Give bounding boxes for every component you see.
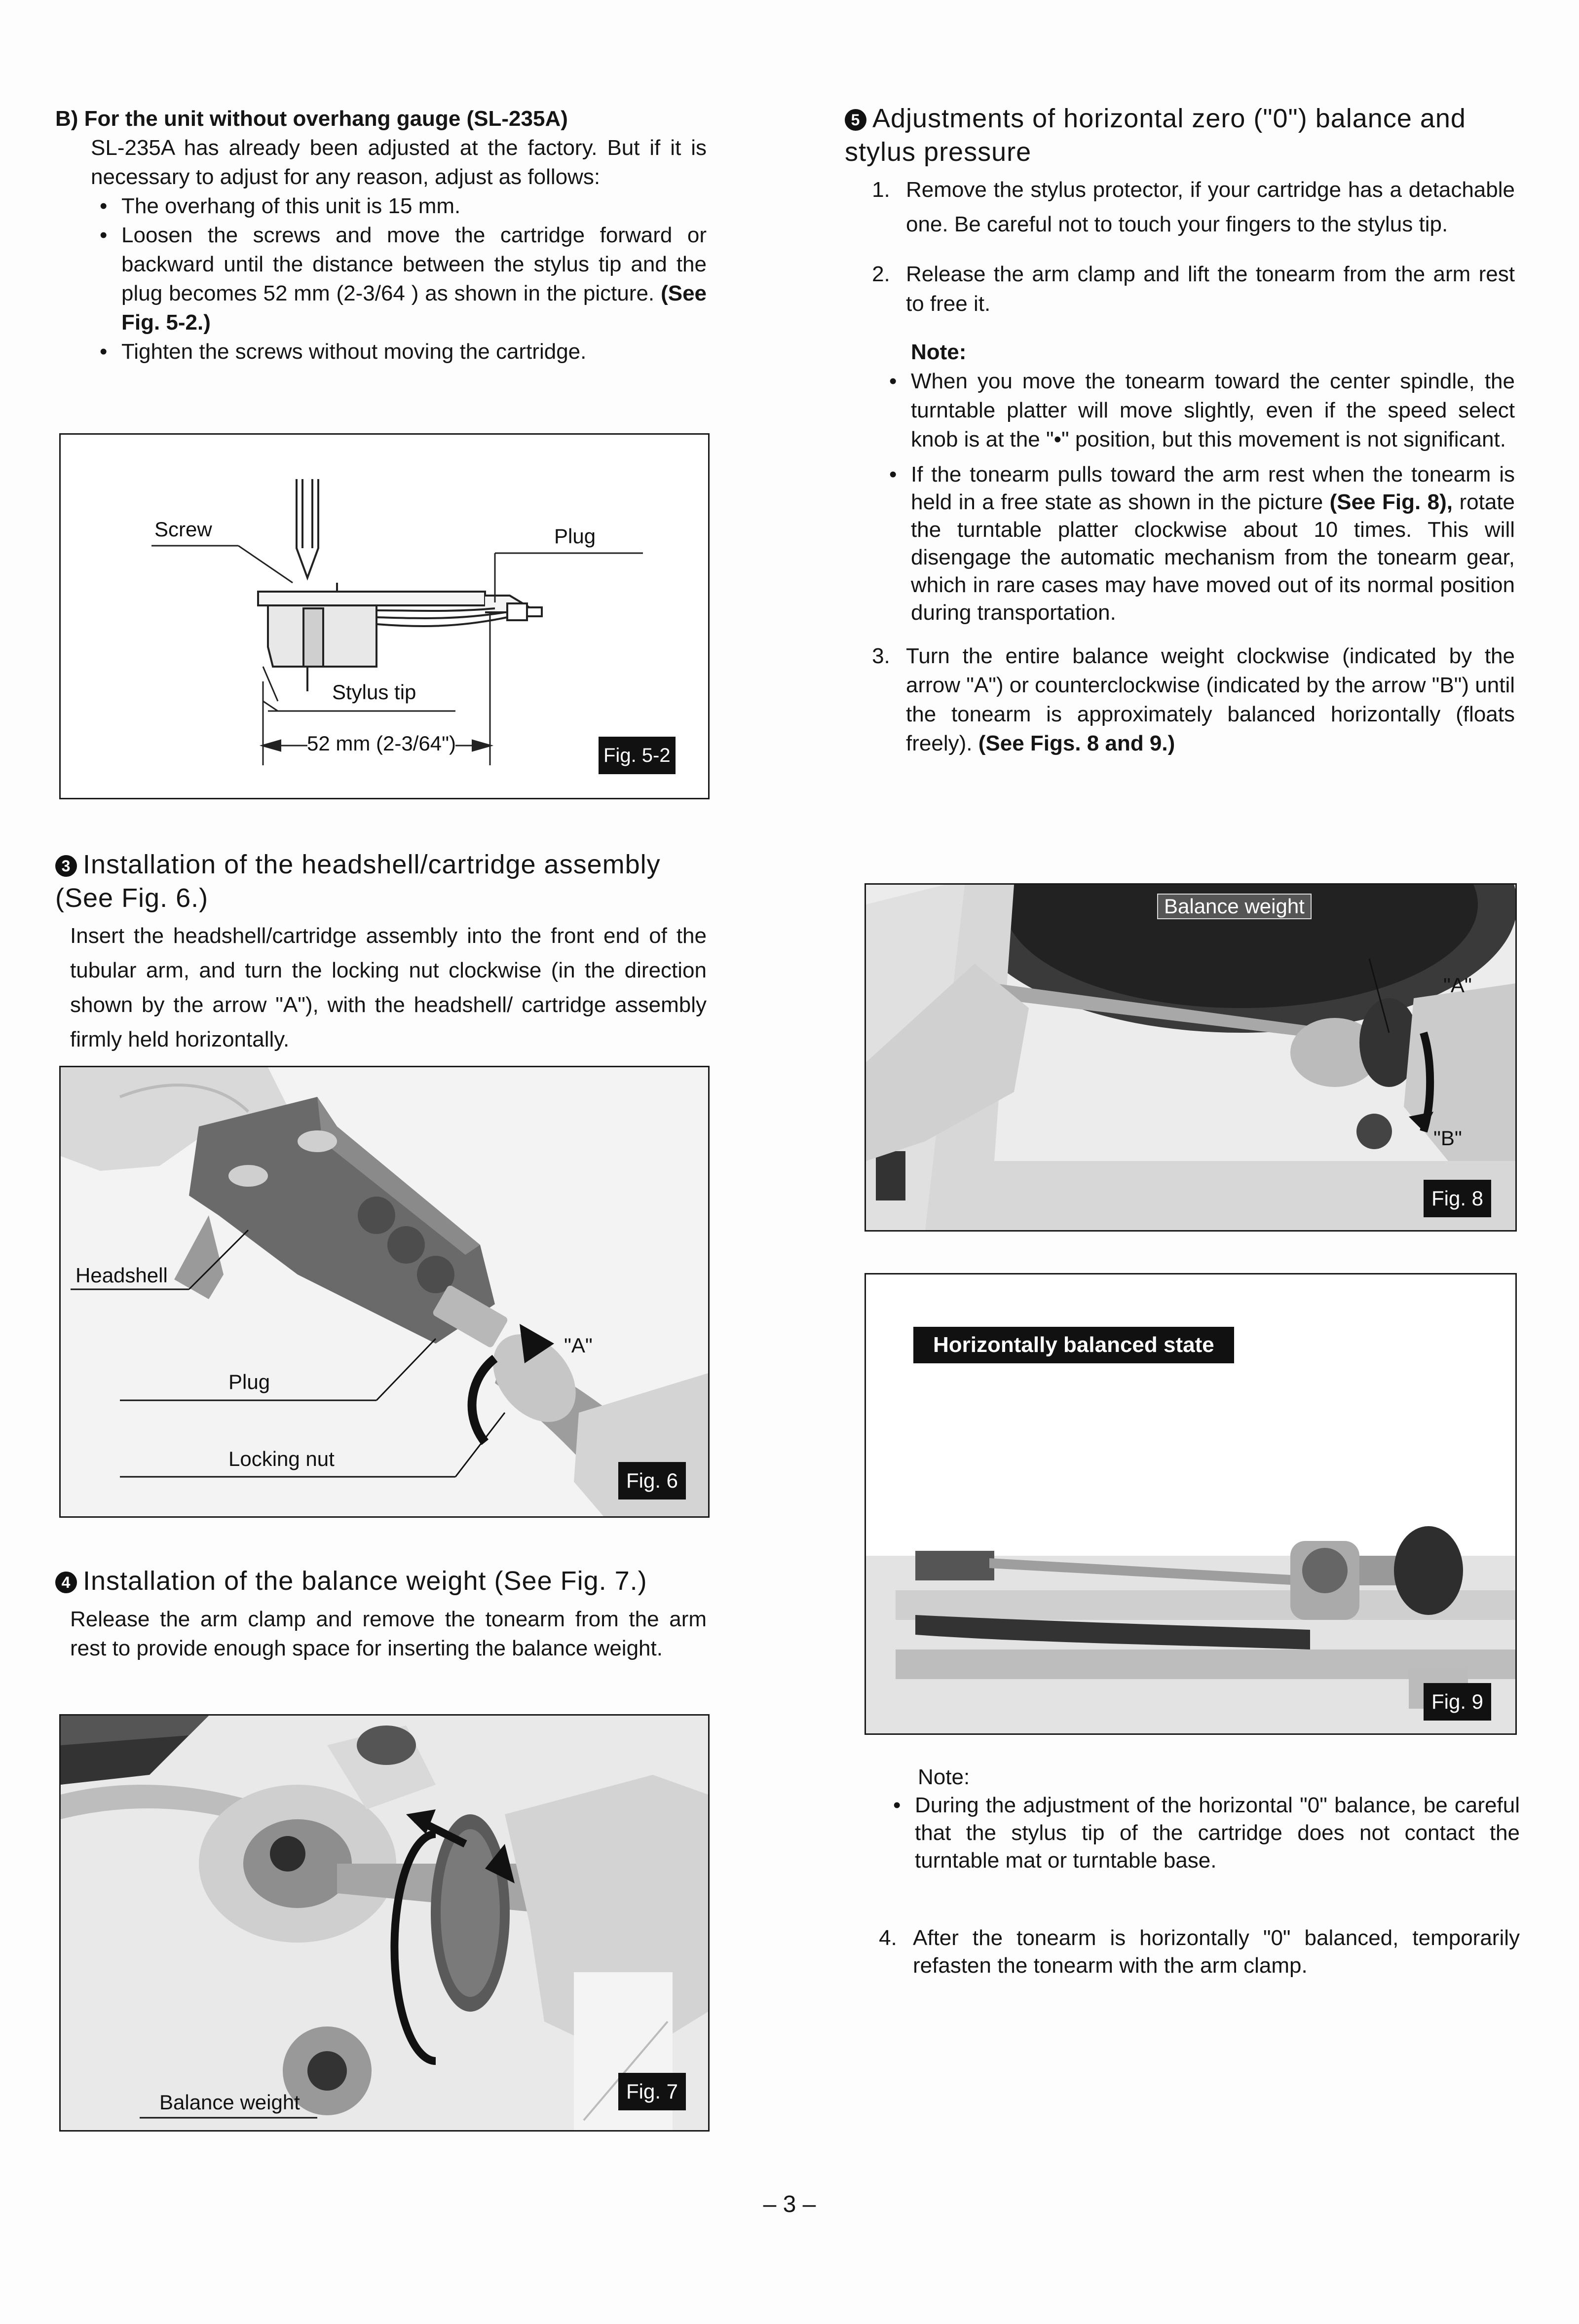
section-number-badge: 5: [845, 109, 866, 131]
step-4-block: [859, 1924, 1520, 1980]
step-1: 1. Remove the stylus protector, if your cartridge has a detachable one. Be careful not to touch your fingers to the stylus tip.: [896, 173, 1515, 242]
steps-1-2: [845, 173, 1515, 319]
section-b-bullets: [55, 191, 707, 366]
figure-label: Fig. 8: [1424, 1180, 1491, 1217]
list-item: • When you move the tonearm toward the center spindle, the turntable platter will move slightly, even if the speed select knob is at the "•" position, but this movement is not significant.: [874, 367, 1515, 454]
callout-plug: Plug: [554, 525, 596, 548]
figure-7: [59, 1714, 710, 2132]
section-3: [55, 848, 707, 1057]
step-3: 3. Turn the entire balance weight clockwise (indicated by the arrow "A") or counterclockwise (indicated by the arrow "B") until the tonearm is approximately balanced horizontally (floats freely). (See Figs. 8 and 9.): [896, 641, 1515, 758]
figure-5-2: [59, 433, 710, 799]
list-item: • Tighten the screws without moving the cartridge.: [85, 337, 707, 366]
callout-balance-weight: Balance weight: [1157, 894, 1312, 919]
section-3-title: Installation of the headshell/cartridge assembly (See Fig. 6.): [55, 850, 661, 913]
section-5-heading: [845, 102, 1515, 169]
list-item: • During the adjustment of the horizontal "0" balance, be careful that the stylus tip of the cartridge does not contact the turntable mat or turntable base.: [878, 1792, 1520, 1874]
arrow-a-label: "A": [564, 1334, 593, 1357]
callout-screw: Screw: [154, 518, 212, 541]
step-2: 2. Release the arm clamp and lift the tonearm from the arm rest to free it.: [896, 260, 1515, 319]
dimension-label: 52 mm (2-3/64"): [307, 732, 456, 755]
callout-plug: Plug: [228, 1370, 270, 1393]
note-2-title: Note:: [918, 1765, 970, 1789]
headshell-photo: [61, 1067, 708, 1516]
balance-weight-photo: [61, 1716, 708, 2130]
figure-6: [59, 1066, 710, 1518]
section-number-badge: 4: [55, 1572, 77, 1593]
section-4-title: Installation of the balance weight (See Fig. 7.): [83, 1566, 647, 1596]
section-b-intro: SL-235A has already been adjusted at the factory. But if it is necessary to adjust for any reason, adjust as follows:: [91, 136, 707, 189]
step-3-list: [845, 641, 1515, 758]
callout-stylus-tip: Stylus tip: [332, 680, 416, 704]
figure-reference: (See Fig. 5-2.): [121, 281, 707, 335]
turntable-photo-fig8: [866, 885, 1515, 1230]
page-number: – 3 –: [763, 2191, 816, 2217]
section-3-heading: [55, 848, 707, 915]
note-2: [859, 1762, 1520, 1874]
figure-reference: (See Figs. 8 and 9.): [978, 731, 1175, 755]
section-4: [55, 1564, 707, 1663]
section-b-title: B) For the unit without overhang gauge (SL-235A): [55, 107, 568, 131]
figure-9: [865, 1273, 1517, 1735]
list-item: • The overhang of this unit is 15 mm.: [85, 191, 707, 221]
step-4: 4. After the tonearm is horizontally "0" balanced, temporarily refasten the tonearm with the arm clamp.: [903, 1924, 1520, 1980]
section-number-badge: 3: [55, 855, 77, 877]
list-item: • If the tonearm pulls toward the arm rest when the tonearm is held in a free state as shown in the picture (See Fig. 8), rotate the turntable platter clockwise about 10 times. This will disengage the automatic mechanism from the tonearm gear, which in rare cases may have moved out of its normal position during transportation.: [874, 461, 1515, 627]
section-5: [845, 102, 1515, 758]
step-4-list: [859, 1924, 1520, 1980]
figure-label: Fig. 7: [618, 2073, 686, 2110]
note-bullets: [845, 367, 1515, 627]
fig9-banner: Horizontally balanced state: [913, 1327, 1234, 1363]
callout-headshell: Headshell: [75, 1264, 168, 1287]
arrow-b-label: "B": [1433, 1126, 1462, 1150]
callout-locking-nut: Locking nut: [228, 1447, 335, 1470]
arrow-a-label: "A": [1443, 974, 1472, 997]
section-b: [55, 105, 707, 366]
figure-label: Fig. 5-2: [599, 737, 676, 774]
section-4-text: Release the arm clamp and remove the tonearm from the arm rest to provide enough space for inserting the balance weight.: [70, 1607, 707, 1660]
figure-8: [865, 883, 1517, 1232]
figure-label: Fig. 9: [1424, 1683, 1491, 1721]
note-2-bullets: [859, 1792, 1520, 1874]
section-3-text: Insert the headshell/cartridge assembly into the front end of the tubular arm, and turn the locking nut clockwise (in the direction shown by the arrow "A"), with the headshell/ cartridge assembly firmly held horizontally.: [70, 924, 707, 1051]
callout-balance-weight: Balance weight: [159, 2091, 300, 2114]
section-5-title: Adjustments of horizontal zero ("0") balance and stylus pressure: [845, 104, 1466, 167]
section-4-heading: [55, 1564, 707, 1598]
note-title: Note:: [911, 340, 967, 364]
list-item: • Loosen the screws and move the cartridge forward or backward until the distance between the stylus tip and the plug becomes 52 mm (2-3/64 ) as shown in the picture. (See Fig. 5-2.): [85, 221, 707, 337]
figure-label: Fig. 6: [618, 1462, 686, 1499]
figure-reference: (See Fig. 8),: [1329, 490, 1453, 514]
